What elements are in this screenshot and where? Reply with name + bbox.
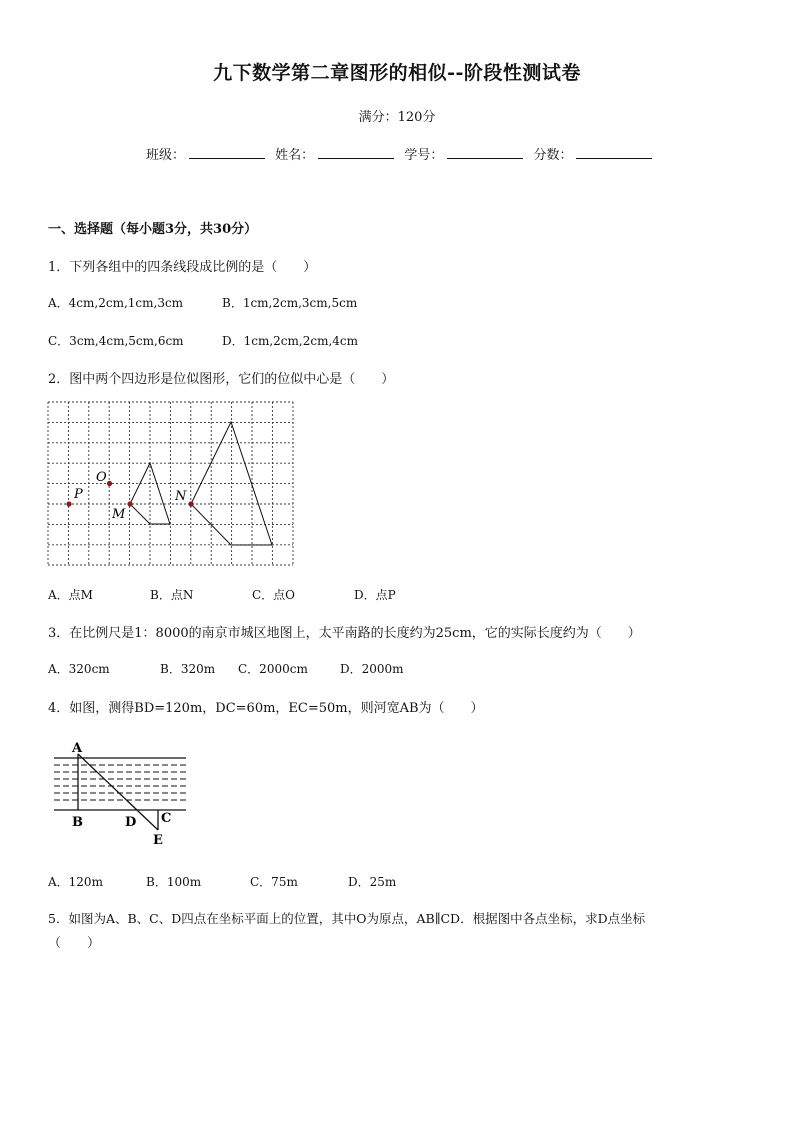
label-n: N [175,489,187,504]
label-e: E [153,833,163,848]
q1-option-b: B．1cm,2cm,3cm,5cm [222,296,358,310]
point-n-dot [188,501,193,506]
class-blank[interactable] [189,146,265,159]
q4-stem: 4．如图，测得BD=120m，DC=60m，EC=50m，则河宽AB为（ ） [48,701,484,716]
id-blank[interactable] [447,146,523,159]
q4-option-b: B．100m [146,875,202,889]
name-label: 姓名： [275,148,315,163]
student-info-row [146,144,658,163]
label-c: C [161,811,172,826]
q2-stem: 2．图中两个四边形是位似图形，它们的位似中心是（ ） [48,372,395,387]
q2-option-c: C．点O [252,588,296,602]
name-blank[interactable] [318,146,394,159]
label-o: O [96,470,107,485]
points-blank[interactable] [576,146,652,159]
q3-option-c: C．2000cm [238,662,308,676]
q2-option-d: D．点P [354,588,396,602]
q3-option-b: B．320m [160,662,216,676]
class-label: 班级： [146,148,186,163]
q3-stem: 3．在比例尺是1：8000的南京市城区地图上，太平南路的长度约为25cm，它的实际长度约为（ ） [48,626,641,641]
q1-option-d: D．1cm,2cm,2cm,4cm [222,334,359,348]
full-score: 满分：120分 [358,110,436,125]
label-a: A [72,741,83,756]
q1-option-a: A．4cm,2cm,1cm,3cm [48,296,184,310]
points-label: 分数： [533,148,573,163]
q2-option-b: B．点N [150,588,194,602]
label-m: M [112,507,126,522]
label-p: P [74,487,83,502]
q1-option-c: C．3cm,4cm,5cm,6cm [48,334,184,348]
q4-option-a: A．120m [48,875,103,889]
q4-option-c: C．75m [250,875,298,889]
point-m-dot [127,501,132,506]
page-title: 九下数学第二章图形的相似--阶段性测试卷 [213,62,581,84]
point-o-dot [107,481,112,486]
point-p-dot [66,501,71,506]
label-d: D [125,815,137,830]
q4-option-d: D．25m [348,875,397,889]
q2-option-a: A．点M [48,588,93,602]
q4-river-figure [46,738,196,850]
id-label: 学号： [404,148,444,163]
q5-stem: 5．如图为A、B、C、D四点在坐标平面上的位置，其中O为原点，AB∥CD．根据图中各点坐标，求D点坐标 [48,911,646,926]
section-heading: 一、选择题（每小题3分，共30分） [48,222,258,237]
q3-option-d: D．2000m [340,662,404,676]
q2-grid-figure [46,400,296,568]
q5-stem-continued: （ ） [48,936,101,951]
label-b: B [72,815,83,830]
q1-stem: 1．下列各组中的四条线段成比例的是（ ） [48,260,317,275]
q3-option-a: A．320cm [48,662,110,676]
